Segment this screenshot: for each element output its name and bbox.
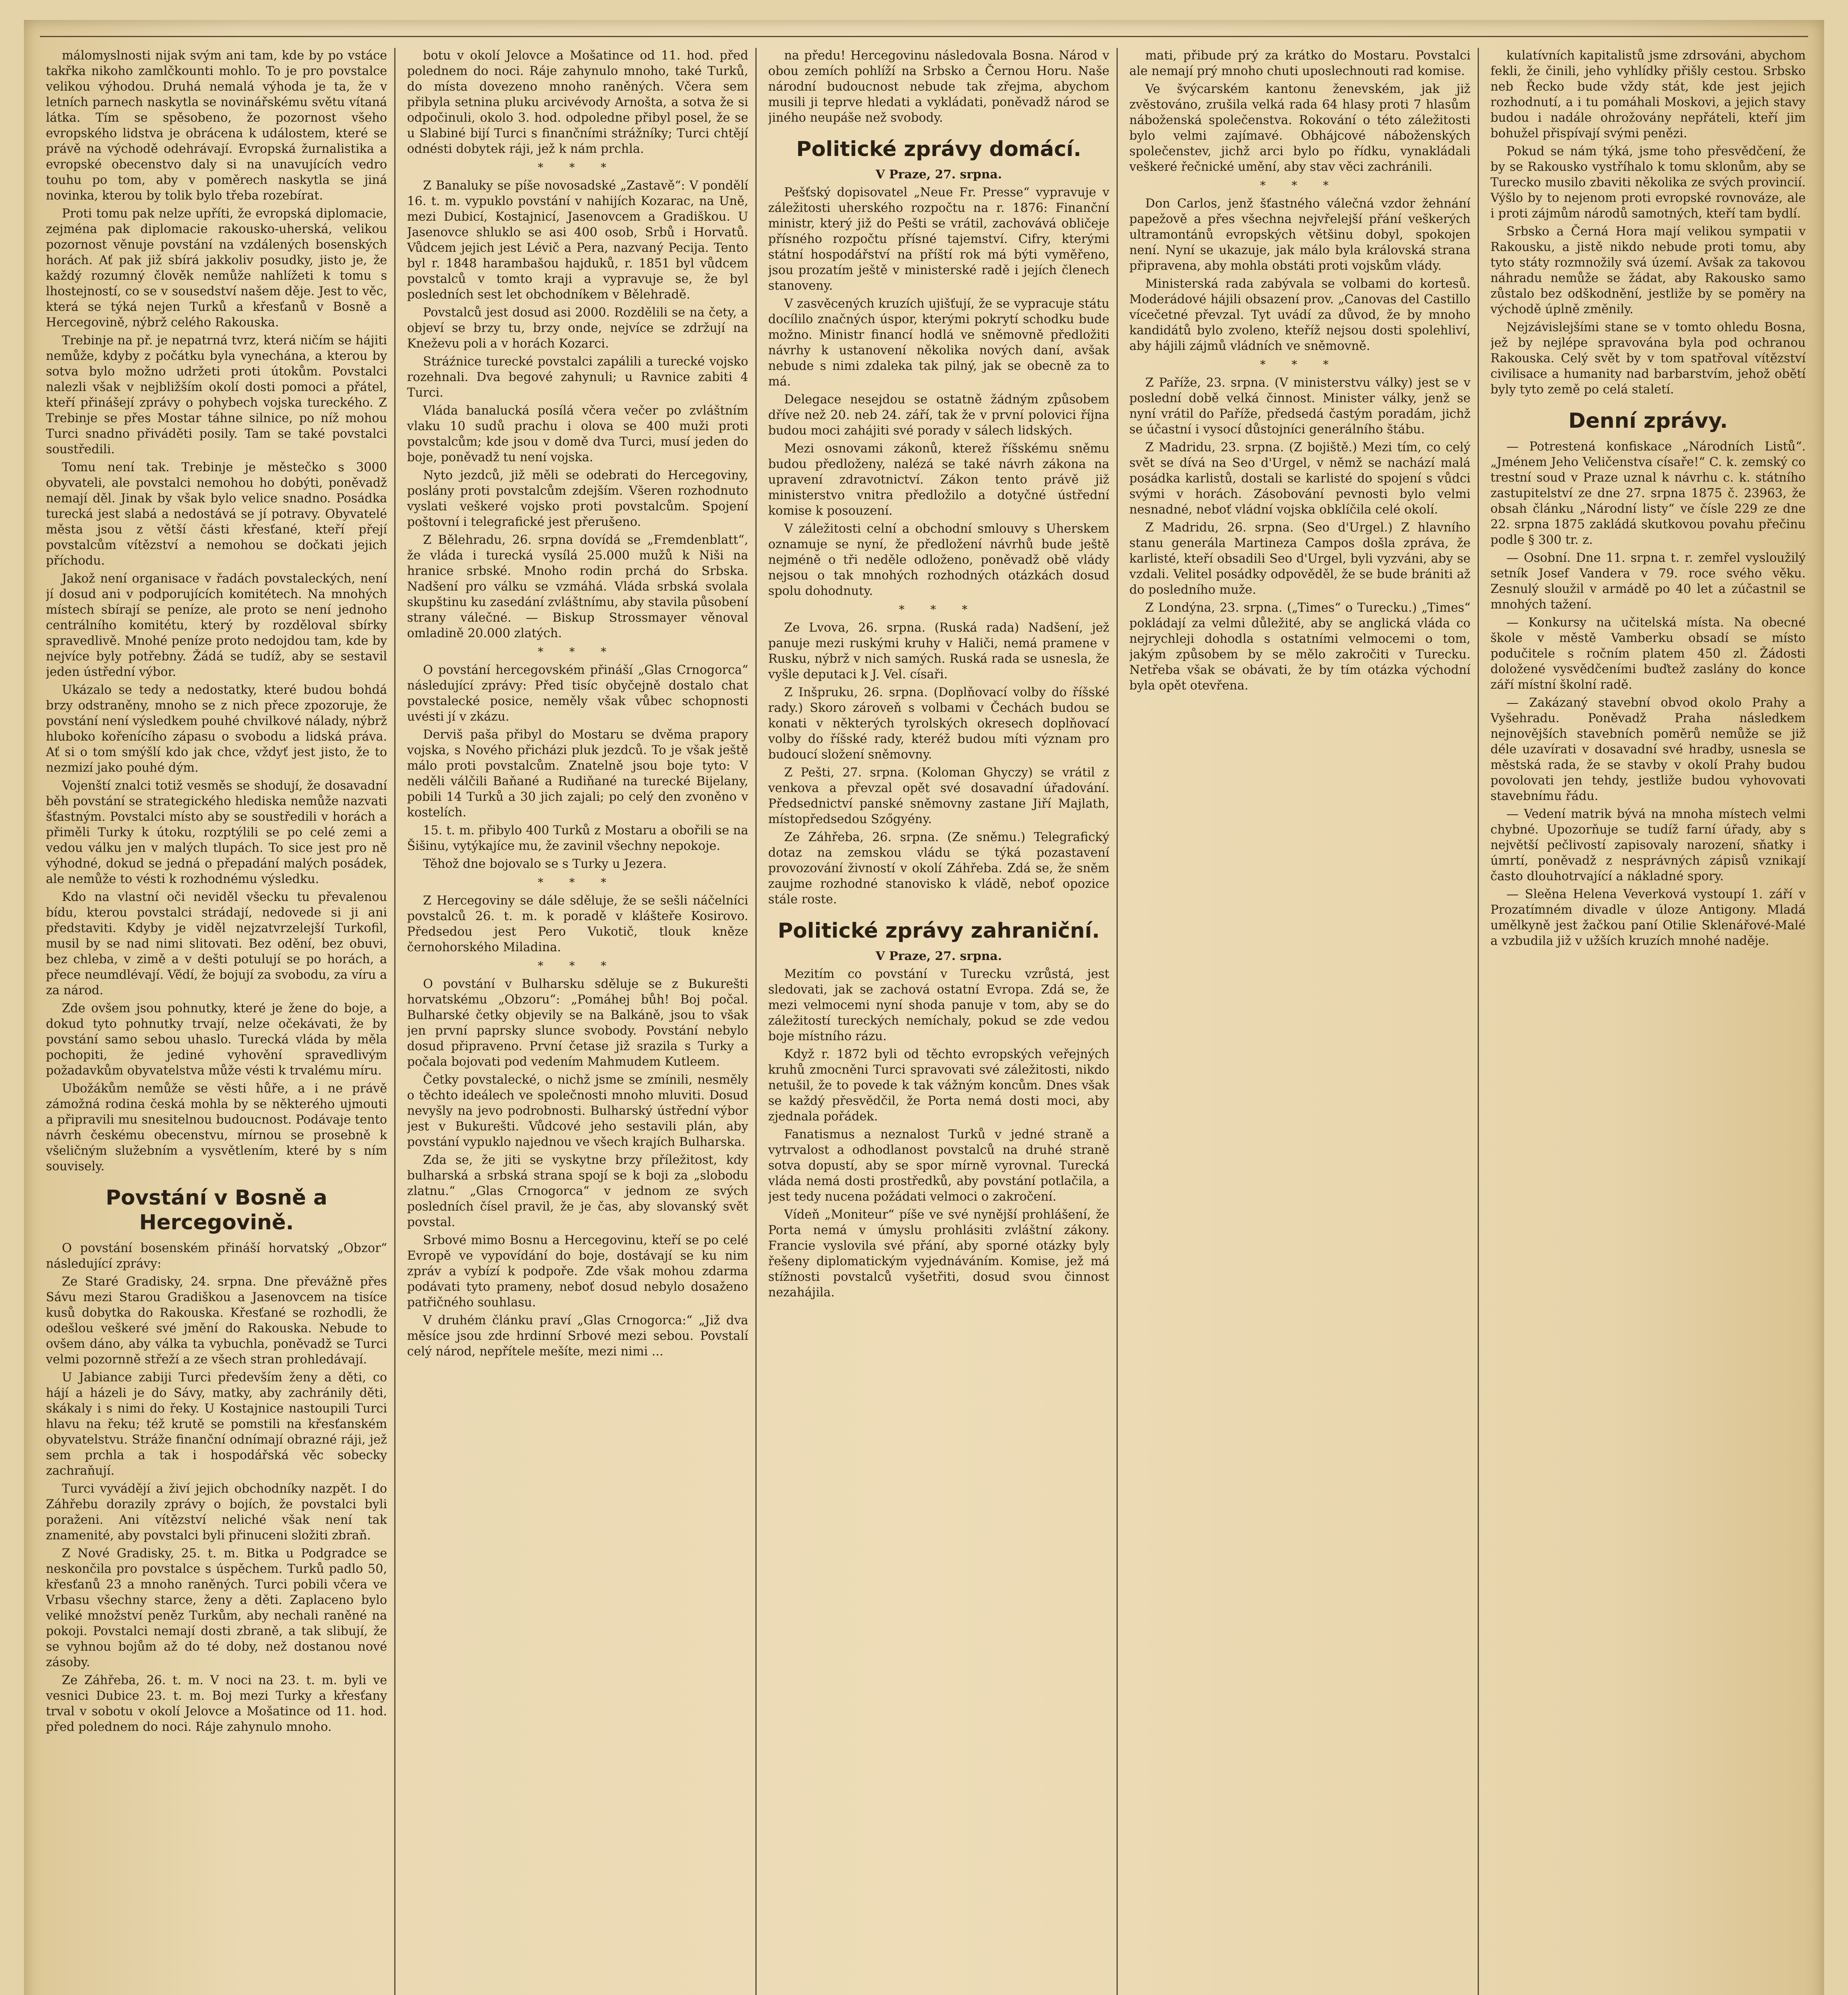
paragraph: Četky povstalecké, o nichž jsme se zmínili, nesměly o těchto ideálech ve společnosti mnoho mluviti. Dosud nevyšly na jevo podrobnosti. Bulharský ústřední výbor jest v Bukurešti. Vůdcové jeho sestavili plán, aby povstání vypuklo najednou ve všech krajích Bulharska.	[407, 1073, 748, 1149]
paragraph: Stráźnice turecké povstalci zapálili a turecké vojsko rozehnali. Dva begové zahynuli; u Ravnice zabiti 4 Turci.	[407, 355, 748, 400]
column-5	[1490, 48, 1806, 1995]
paragraph: Z Londýna, 23. srpna. („Times“ o Turecku.) „Times“ pokládají za velmi důležité, aby se anglická vláda co nejrychleji dohodla s ostatními velmocemi o tom, jakým způsobem by se mělo zakročiti v Turecku. Netřeba však se obávati, že by tím otázka východní byla opět otevřena.	[1129, 601, 1470, 693]
paragraph: Ministerská rada zabývala se volbami do kortesů. Moderádové hájili obsazení prov. „Canovas del Castillo vícečetné převzal. Tyt uvádí za důvod, že by mnoho kandidátů bylo zvoleno, kteříž nejsou dosti spolehliví, aby hájili zájmů vládních ve sněmovně.	[1129, 277, 1470, 353]
section-heading-bosna: Povstání v Bosně a Hercegovině.	[105, 1186, 328, 1235]
paragraph: Z Madridu, 26. srpna. (Seo d'Urgel.) Z hlavního stanu generála Martineza Campos došla zpráva, že karlisté, kteří obsadili Seo d'Urgel, byli vyzváni, aby se vzdali. Velitel posádky odpověděl, že se bude brániti až do posledního muže.	[1129, 521, 1470, 597]
column-3	[768, 48, 1109, 1995]
paragraph: Ve švýcarském kantonu ženevském, jak již zvěstováno, zrušila velká rada 64 hlasy proti 7 hlasům náboženská společenstva. Rokování o této záležitosti bylo velmi zajímavé. Obhájcové náboženských společenstev, jichž arci bylo po řídku, vynakládali veškeré řečnické umění, aby stav věci zachránili.	[1129, 82, 1470, 174]
paragraph: Vojenští znalci totiž vesměs se shodují, že dosavadní běh povstání se strategického hlediska nemůže nazvati šťastným. Povstalci místo aby se soustředili v horách a přiměli Turky k útoku, rozptýlili se po celé zemi a vedou válku jen v malých tlupách. To sice jest pro ně výhodné, dokud se jedná o přepadání malých posádek, ale nemůže to vésti k rozhodnému výsledku.	[46, 779, 387, 886]
newspaper-page	[24, 20, 1824, 1995]
paragraph: Pešťský dopisovatel „Neue Fr. Presse“ vypravuje v záležitosti uherského rozpočtu na r. 1876: Finanční ministr, který již do Pešti se vrátil, zachovává obličeje přísného rozpočtu přísné tajemství. Cifry, kterými státní hospodářství na příští rok má býti vyměřeno, jsou prozatím ještě v ministerské radě i jejích členech stanoveny.	[768, 186, 1109, 293]
column-rule	[755, 48, 757, 1995]
dateline: V Praze, 27. srpna.	[876, 168, 1002, 182]
paragraph: O povstání hercegovském přináší „Glas Crnogorca“ následující zprávy: Před tisíc obyčejně dostalo chat povstalecké posice, neměly však vůbec schopnosti uvésti jí v zkázu.	[407, 663, 748, 724]
paragraph: Ze Lvova, 26. srpna. (Ruská rada) Nadšení, jež panuje mezi ruskými kruhy v Haliči, nemá pramene v Rusku, nýbrž v nich samých. Ruská rada se usnesla, že vyšle deputaci k J. Vel. císaři.	[768, 621, 1109, 681]
paragraph: O povstání v Bulharsku sděluje se z Bukurešti horvatskému „Obzoru“: „Pomáhej bůh! Boj počal. Bulharské četky objevily se na Balkáně, jsou to však jen první paprsky slunce svobody. Povstání nebylo dosud připraveno. První četase již srazila s Turky a počala bojovati pod vedením Mahmudem Kutleem.	[407, 977, 748, 1069]
paragraph: Srbsko a Černá Hora mají velikou sympatii v Rakousku, a jistě nikdo nebude proti tomu, aby tyto státy rozmnožily svá území. Avšak za takovou náhradu nemůže se žádat, aby Rakousko samo zůstalo bez odškodnění, jestliže by se poměry na východě úplně změnily.	[1490, 225, 1806, 316]
paragraph: Z Bělehradu, 26. srpna dovídá se „Fremdenblatt“, že vláda i turecká vysílá 25.000 mužů k Niši na hranice srbské. Mnoho rodin prchá do Srbska. Nadšení pro válku se vzmáhá. Vláda srbská svolala skupštinu ku zasedání zvláštnímu, aby stavila působení strany válečné. — Biskup Strossmayer věnoval omladině 20.000 zlatých.	[407, 533, 748, 640]
separator-stars: * * *	[1260, 358, 1340, 371]
paragraph: Vídeň „Moniteur“ píše ve své nynější prohlášení, že Porta nemá v úmyslu prohlásiti zvláštní zákony. Francie vyslovila své přání, aby sporné otázky byly řešeny diplomatickým vyjednáváním. Komise, jež má stížnosti povstalců vyšetřiti, dosud svou činnost nezahájila.	[768, 1208, 1109, 1300]
paragraph: Zde ovšem jsou pohnutky, které je žene do boje, a dokud tyto pohnutky trvají, nelze očekávati, že by povstání samo sebou uhaslo. Turecká vláda by měla pochopiti, že jediné vyhovění spravedlivým požadavkům obyvatelstva může vésti k trvalému míru.	[46, 1001, 387, 1078]
paragraph: — Potrestená konfiskace „Národních Listů“. „Jménem Jeho Veličenstva císaře!“ C. k. zemský co trestní soud v Praze uznal k návrhu c. k. státního zastupitelství ze dne 27. srpna 1875 č. 23963, že obsah článku „Národní listy“ ve čísle 229 ze dne 22. srpna 1875 zakládá skutkovou povahu přečinu podle § 300 tr. z.	[1490, 440, 1806, 547]
paragraph: Fanatismus a neznalost Turků v jedné straně a vytrvalost a odhodlanost povstalců na druhé straně sotva dopustí, aby se spor mírně vyrovnal. Turecká vláda nemá dosti prostředků, aby povstání potlačila, a jest tedy nucena požádati velmoci o zakročení.	[768, 1128, 1109, 1204]
paragraph: U Jabiance zabiji Turci především ženy a děti, co hájí a házeli je do Sávy, matky, aby zachránily děti, skákaly i s nimi do řeky. U Kostajnice nastoupili Turci hlavu na řeku; též krutě se pomstili na křesťanském obyvatelstvu. Stráže finanční odnímají obrazné ráji, jež sem prchla a tak i hospodářská věc sobecky zachraňují.	[46, 1371, 387, 1478]
paragraph: V druhém článku praví „Glas Crnogorca:“ „Již dva měsíce jsou zde hrdinní Srbové mezi sebou. Povstalí celý národ, nepřítele mešíte, mezi nimi ...	[407, 1314, 748, 1359]
section-heading-denni: Denní zprávy.	[1568, 409, 1728, 433]
paragraph: Turci vyvádějí a živí jejich obchodníky nazpět. I do Záhřebu dorazily zprávy o bojích, že povstalci byli poraženi. Ani vítězství neliché však není tak znamenité, aby povstalci byli přinuceni složiti zbraň.	[46, 1482, 387, 1543]
paragraph: Don Carlos, jenž šťastného válečná vzdor žehnání papežově a přes všechna nejvřelejší přání veškerých ultramontánů evropských většinu dobyl, spokojen není. Nyní se ukazuje, jak málo byla královská strana připravena, aby mohla obstáti proti vojskům vlády.	[1129, 197, 1470, 273]
paragraph: Proti tomu pak nelze upříti, že evropská diplomacie, zejména pak diplomacie rakousko-uherská, velikou pozornost věnuje povstání na vzdálených bosenských horách. Ať pak již sbírá jakkoliv posudky, jisto je, že každý rozumný člověk nemůže nahlížeti k tomu s lhostejností, co se v sousedství našem děje. Jest to věc, která se týká nejen Turků a křesťanů v Bosně a Hercegovině, nýbrž celého Rakouska.	[46, 207, 387, 330]
paragraph: Z Inšpruku, 26. srpna. (Doplňovací volby do říšské rady.) Skoro zároveň s volbami v Čechách budou se konati v některých tyrolských okresech doplňovací volby do říšské rady, kteréž budou míti význam pro budoucí složení sněmovny.	[768, 685, 1109, 762]
paragraph: málomyslnosti nijak svým ani tam, kde by po vstáce takřka nikoho zamlčkounti mohlo. To je pro povstalce velikou výhodou. Druhá nemalá výhoda je ta, že v letních parnech naskytla se novinářskému světu vítaná látka. Tím se spěsobeno, že pozornost všeho evropského lidstva je obrácena k událostem, které se právě na východě odehrávají. Evropská žurnalistika a evropské obecenstvo daly si na unavujících vedro touhu po tom, aby v poměrech naskytla se jiná novinka, kterou by tolik bylo třeba rozebírat.	[46, 49, 387, 203]
paragraph: Z Madridu, 23. srpna. (Z bojiště.) Mezi tím, co celý svět se dívá na Seo d'Urgel, v němž se nachází malá posádka karlistů, dostali se karlisté do spojení s vůdci svými v horách. Zásobování pevnosti bylo velmi nesnadné, neboť vládní vojska obklíčila celé okolí.	[1129, 440, 1470, 517]
separator-stars: * * *	[899, 603, 979, 616]
separator-stars: * * *	[1260, 179, 1340, 192]
column-2	[407, 48, 748, 1995]
paragraph: Mezitím co povstání v Turecku vzrůstá, jest sledovati, jak se zachová ostatní Evropa. Zdá se, že mezi velmocemi nyní shoda panuje v tom, aby se do záležitostí tureckých nemíchaly, pokud se zde vedou boje místního rázu.	[768, 967, 1109, 1043]
paragraph: Povstalců jest dosud asi 2000. Rozdělili se na čety, a objeví se brzy tu, brzy onde, nejvíce se zdržují na Kneževu poli a v horách Kozarci.	[407, 306, 748, 351]
paragraph: Pokud se nám týká, jsme toho přesvědčení, že by se Rakousko vystříhalo k tomu sklonům, aby se Turecko musilo zbaviti několika ze svých provincií. Výšlo by to nejenom proti evropské rovnováze, ale i proti zájmům národů samotných, kteří tam bydlí.	[1490, 144, 1806, 221]
paragraph: V záležitosti celní a obchodní smlouvy s Uherskem oznamuje se nyní, že předložení návrhů bude ještě nejméně o tři neděle odloženo, poněvadž obě vlády nejsou o tak mnohých rozhodných otázkách dosud spolu dohodnuty.	[768, 522, 1109, 598]
separator-stars: * * *	[538, 161, 618, 174]
paragraph: na předu! Hercegovinu následovala Bosna. Národ v obou zemích pohlíží na Srbsko a Černou Horu. Naše národní budoucnost nebude tak zřejma, abychom musili ji teprve hledati a vykládati, poněvadž národ se jiného neupáše než svobody.	[768, 49, 1109, 125]
paragraph: O povstání bosenském přináší horvatský „Obzor“ následující zprávy:	[46, 1241, 387, 1271]
paragraph: Delegace nesejdou se ostatně žádným způsobem dříve než 20. neb 24. září, tak že v první polovici října budou moci zahájiti své porady v sálech lidských.	[768, 393, 1109, 438]
column-1	[46, 48, 387, 1995]
paragraph: Nejzávislejšími stane se v tomto ohledu Bosna, jež by nejlépe spravována byla pod ochranou Rakouska. Celý svět by v tom spatřoval vítězství civilisace a humanity nad barbarstvím, jehož obětí byly tyto země po celá staletí.	[1490, 320, 1806, 397]
column-rule	[1478, 48, 1479, 1995]
paragraph: mati, přibude prý za krátko do Mostaru. Povstalci ale nemají prý mnoho chuti uposlechnouti rad komise.	[1129, 49, 1470, 78]
paragraph: Ubožákům nemůže se věsti hůře, a i ne právě zámožná rodina česká mohla by se některého ujmouti a připravili mu snesitelnou budoucnost. Podávaje tento návrh českému obecenstvu, mírnou se prosebně k všeličným služebním a vysvětlením, které by s ním souvisely.	[46, 1082, 387, 1173]
section-heading-domaci: Politické zprávy domácí.	[796, 137, 1081, 161]
paragraph: Z Hercegoviny se dále sděluje, že se sešli náčelníci povstalců 26. t. m. k poradě v klášteře Kosirovo. Předsedou jest Pero Vukotič, tlouk kněze černohorského Miladina.	[407, 894, 748, 954]
section-heading-zahranicni: Politické zprávy zahraniční.	[777, 919, 1100, 943]
paragraph: — Sleěna Helena Veverková vystoupí 1. září v Prozatímném divadle v úloze Antigony. Mladá umělkyně jest žačkou paní Otilie Sklenářové-Malé a vzbudila již v užších kruzích mnohé naděje.	[1490, 887, 1806, 948]
paragraph: Ze Záhřeba, 26. srpna. (Ze sněmu.) Telegrafický dotaz na zemskou vládu se týká pozastavení provozování živností v okolí Záhřeba. Zdá se, že sněm zaujme rozhodné stanovisko k vládě, neboť opozice stále roste.	[768, 830, 1109, 907]
paragraph: Srbové mimo Bosnu a Hercegovinu, kteří se po celé Evropě ve vypovídání do boje, dostávají se ku nim zpráv a vybízí k podpoře. Zde však mohou zdarma podávati tyto prameny, neboť dosud nebylo dosaženo patřičného souhlasu.	[407, 1233, 748, 1310]
paragraph: Z Banaluky se píše novosadské „Zastavě“: V pondělí 16. t. m. vypuklo povstání v nahijích Kozarac, na Uně, mezi Dubicí, Kostajnicí, Jasenovcem a Gradiškou. U Jasenovce shluklo se asi 400 osob, Srbů i Horvatů. Vůdcem jejich jest Lévič a Pera, nazvaný Pecija. Tento byl r. 1848 harambašou hajduků, r. 1851 byl vůdcem povstalců v tomto kraji a vypravuje se, že byl posledních sest let obchodníkem v Bělehradě.	[407, 179, 748, 302]
separator-stars: * * *	[538, 876, 618, 889]
separator-stars: * * *	[538, 645, 618, 658]
paragraph: Z Nové Gradisky, 25. t. m. Bitka u Podgradce se neskončila pro povstalce s úspěchem. Turků padlo 50, křesťanů 23 a mnoho raněných. Turci pobili včera ve Vrbasu všechny starce, ženy a děti. Zaplaceno bylo veliké množství peněz Turkům, aby nechali raněné na pokoji. Povstalci nemají dosti zbraně, a tak slibují, že se vyhnou bojům až do té doby, než dostanou nové zásoby.	[46, 1547, 387, 1669]
column-rule	[394, 48, 395, 1995]
paragraph: — Konkursy na učitelská místa. Na obecné škole v městě Vamberku obsadí se místo podučitele s ročním platem 450 zl. Žádosti doložené vysvědčeními buďtež zaslány do konce září místní školní radě.	[1490, 616, 1806, 692]
paragraph: Vláda banalucká posílá včera večer po zvláštním vlaku 10 sudů prachu i olova se 400 muži proti povstalcům; kde jsou v domě dva Turci, musí jeden do boje, poněvadž tu není vojska.	[407, 404, 748, 464]
paragraph: Těhož dne bojovalo se s Turky u Jezera.	[423, 857, 667, 871]
paragraph: Ukázalo se tedy a nedostatky, které budou bohdá brzy odstraněny, mnoho se z nich přece zpozoruje, že povstání není výsledkem pouhé chvilkové nálady, nýbrž hluboko kořenícího zápasu o svobodu a lidská práva. Ať si o tom smýšlí kdo jak chce, vždyť jest jisto, že to nezmizí jako pouhé dým.	[46, 683, 387, 775]
paragraph: Nyto jezdců, již měli se odebrati do Hercegoviny, poslány proti povstalcům zdejším. Všeren rozhodnuto vyslati veškeré vojsko proti povstalcům. Spojení poštovní i telegrafické jest přerušeno.	[407, 468, 748, 529]
paragraph: Z Paříže, 23. srpna. (V ministerstvu války) jest se v poslední době velká činnost. Minister války, jenž se nyní vrátil do Paříže, předsedá častým poradám, jichž se účastní i vysocí důstojníci generálního štábu.	[1129, 376, 1470, 437]
paragraph: Derviš paša přibyl do Mostaru se dvěma prapory vojska, s Nového přicházi pluk jezdců. To je však ještě málo proti povstalcům. Znatelně jsou boje tyto: V neděli válčili Baňané a Rudiňané na turecké Bijelany, pobili 14 Turků a 30 jich zajali; po celý den zvoněno v kostelích.	[407, 728, 748, 820]
paragraph: Ze Záhřeba, 26. t. m. V noci na 23. t. m. byli ve vesnici Dubice 23. t. m. Boj mezi Turky a křesťany trval v sobotu v okolí Jelovce a Mošatince od 11. hod. před polednem do noci. Ráje zahynulo mnoho.	[46, 1673, 387, 1734]
column-rule	[1117, 48, 1118, 1995]
paragraph: botu v okolí Jelovce a Mošatince od 11. hod. před polednem do noci. Ráje zahynulo mnoho, také Turků, do místa dovezeno mnoho raněných. Včera sem přibyla setnina pluku arcivévody Arnošta, a sotva že si odpočinuli, okolo 3. hod. odpoledne přibyl posel, že se u Slabiné bijí Turci s finančními strážníky; Turci chtějí odnésti dobytek ráji, jež k nám prchla.	[407, 49, 748, 156]
paragraph: Mezi osnovami zákonů, kterež říšskému sněmu budou předloženy, nalézá se také návrh zákona na upravení zdravotnictví. Zákon tento právě již ministerstvo vnitra předložilo a dotyčné ústřední komise k posouzení.	[768, 442, 1109, 518]
paragraph: Jakož není organisace v řadách povstaleckých, není jí dosud ani v podporujících komitétech. Na mnohých místech sbírají se peníze, ale proto se není jednoho centrálního komitétu, který by rozděloval sbírky spravedlivě. Mnohé peníze proto nedojdou tam, kde by nejvíce byly potřebny. Žádá se tudíž, aby se sestavil jeden ústřední výbor.	[46, 572, 387, 679]
paragraph: Ze Staré Gradisky, 24. srpna. Dne převážně přes Sávu mezi Starou Gradiškou a Jasenovcem na tisíce kusů dobytka do Rakouska. Křesťané se rozhodli, že odešlou veškeré své jmění do Rakouska. Nebude to ovšem dáno, aby válka ta vybuchla, poněvadž se Turci velmi pozornně střeží a ze všech stran prohledávají.	[46, 1275, 387, 1367]
paragraph: Tomu není tak. Trebinje je městečko s 3000 obyvateli, ale povstalci nemohou ho dobýti, poněvadž nemají děl. Jinak by však bylo velice snadno. Posádka turecká jest slabá a nedostává se jí potravy. Obyvatelé města jsou z větší části křesťané, kteří přejí povstalcům vítězství a nemohou se dočkati jejich příchodu.	[46, 460, 387, 568]
paragraph: Když r. 1872 byli od těchto evropských veřejných kruhů zmocněni Turci spravovati své záležitosti, nikdo netušil, že to povede k tak vážným koncům. Dnes však se každý přesvědčil, že Porta nemá dosti moci, aby zjednala pořádek.	[768, 1047, 1109, 1124]
top-rule	[40, 36, 1808, 37]
paragraph: Kdo na vlastní oči neviděl všecku tu převalenou bídu, kterou povstalci strádají, nedovede si ji ani představiti. Kdyby je viděl nejzatvrzelejší Turkofil, musil by se nad nimi slitovati. Bez odění, bez obuvi, bez chleba, v zimě a v dešti potulují se po horách, a přece neumdlévají. Vědí, že bojují za svobodu, za víru a za národ.	[46, 890, 387, 998]
paragraph: — Osobní. Dne 11. srpna t. r. zemřel vysloužilý setník Josef Vandera v 79. roce svého věku. Zesnulý sloužil v armádě po 40 let a zúčastnil se mnohých tažení.	[1490, 551, 1806, 612]
paragraph: — Zakázaný stavební obvod okolo Prahy a Vyšehradu. Poněvadž Praha následkem nejnovějších stavebních poměrů nemůže se již déle uzavírati v dosavadní své hradby, usnesla se městská rada, že se stavby v okolí Prahy budou povolovati jen tehdy, jestliže budou vyhovovati stavebnímu řádu.	[1490, 696, 1806, 803]
paragraph: V zasvěcených kruzích ujišťují, že se vypracuje státu docílilo značných úspor, kterými pokrytí schodku bude možno. Ministr financí hodlá ve sněmovně předložiti návrhy k ustanovení několika nových daní, avšak nebude s nimi zdaleka tak pilný, jak se obecně za to má.	[768, 297, 1109, 389]
paragraph: — Vedení matrik bývá na mnoha místech velmi chybné. Upozorňuje se tudíž farní úřady, aby s největší pečlivostí zapisovaly narození, sňatky i úmrtí, poněvadž z nesprávných zápisů vznikají často dlouhotrvající a nákladné spory.	[1490, 807, 1806, 883]
paragraph: 15. t. m. přibylo 400 Turků z Mostaru a obořili se na Šišinu, vytýkajíce mu, že zavinil všechny nepokoje.	[407, 824, 748, 853]
paragraph: Zda se, že jiti se vyskytne brzy příležitost, kdy bulharská a srbská strana spojí se k boji za „slobodu zlatnu.“ „Glas Crnogorca“ v jednom ze svých posledních čísel pravil, že je čas, aby slovanský svět povstal.	[407, 1153, 748, 1229]
paragraph: kulatívních kapitalistů jsme zdrsováni, abychom fekli, že činili, jeho vyhlídky přišly cestou. Srbsko neb Řecko bude vždy stát, kde jest jejich rozhodnutí, a i tu pomáhali Moskovi, a jejich stavy budou i nadále ohrožovány nepřáteli, kteří jim bohužel přispívají svými penězi.	[1490, 49, 1806, 140]
paragraph: Trebinje na př. je nepatrná tvrz, která ničím se hájiti nemůže, kdyby z počátku byla vynechána, a kterou by sotva bylo možno udržeti proti útokům. Povstalci nalezli však v nejbližším okolí dosti pomoci a přátel, kteří přinášejí zprávy o pohybech vojska tureckého. Z Trebinje se přes Mostar táhne silnice, po níž mohou Turci snadno přiváděti posily. Tam se také povstalci soustředili.	[46, 334, 387, 456]
separator-stars: * * *	[538, 959, 618, 972]
paragraph: Z Pešti, 27. srpna. (Koloman Ghyczy) se vrátil z venkova a převzal opět své dosavadní úřadování. Předsednictví panské sněmovny zastane Jiří Majlath, místopředsedou Szőgyény.	[768, 766, 1109, 826]
dateline: V Praze, 27. srpna.	[876, 949, 1002, 963]
column-4	[1129, 48, 1470, 1995]
